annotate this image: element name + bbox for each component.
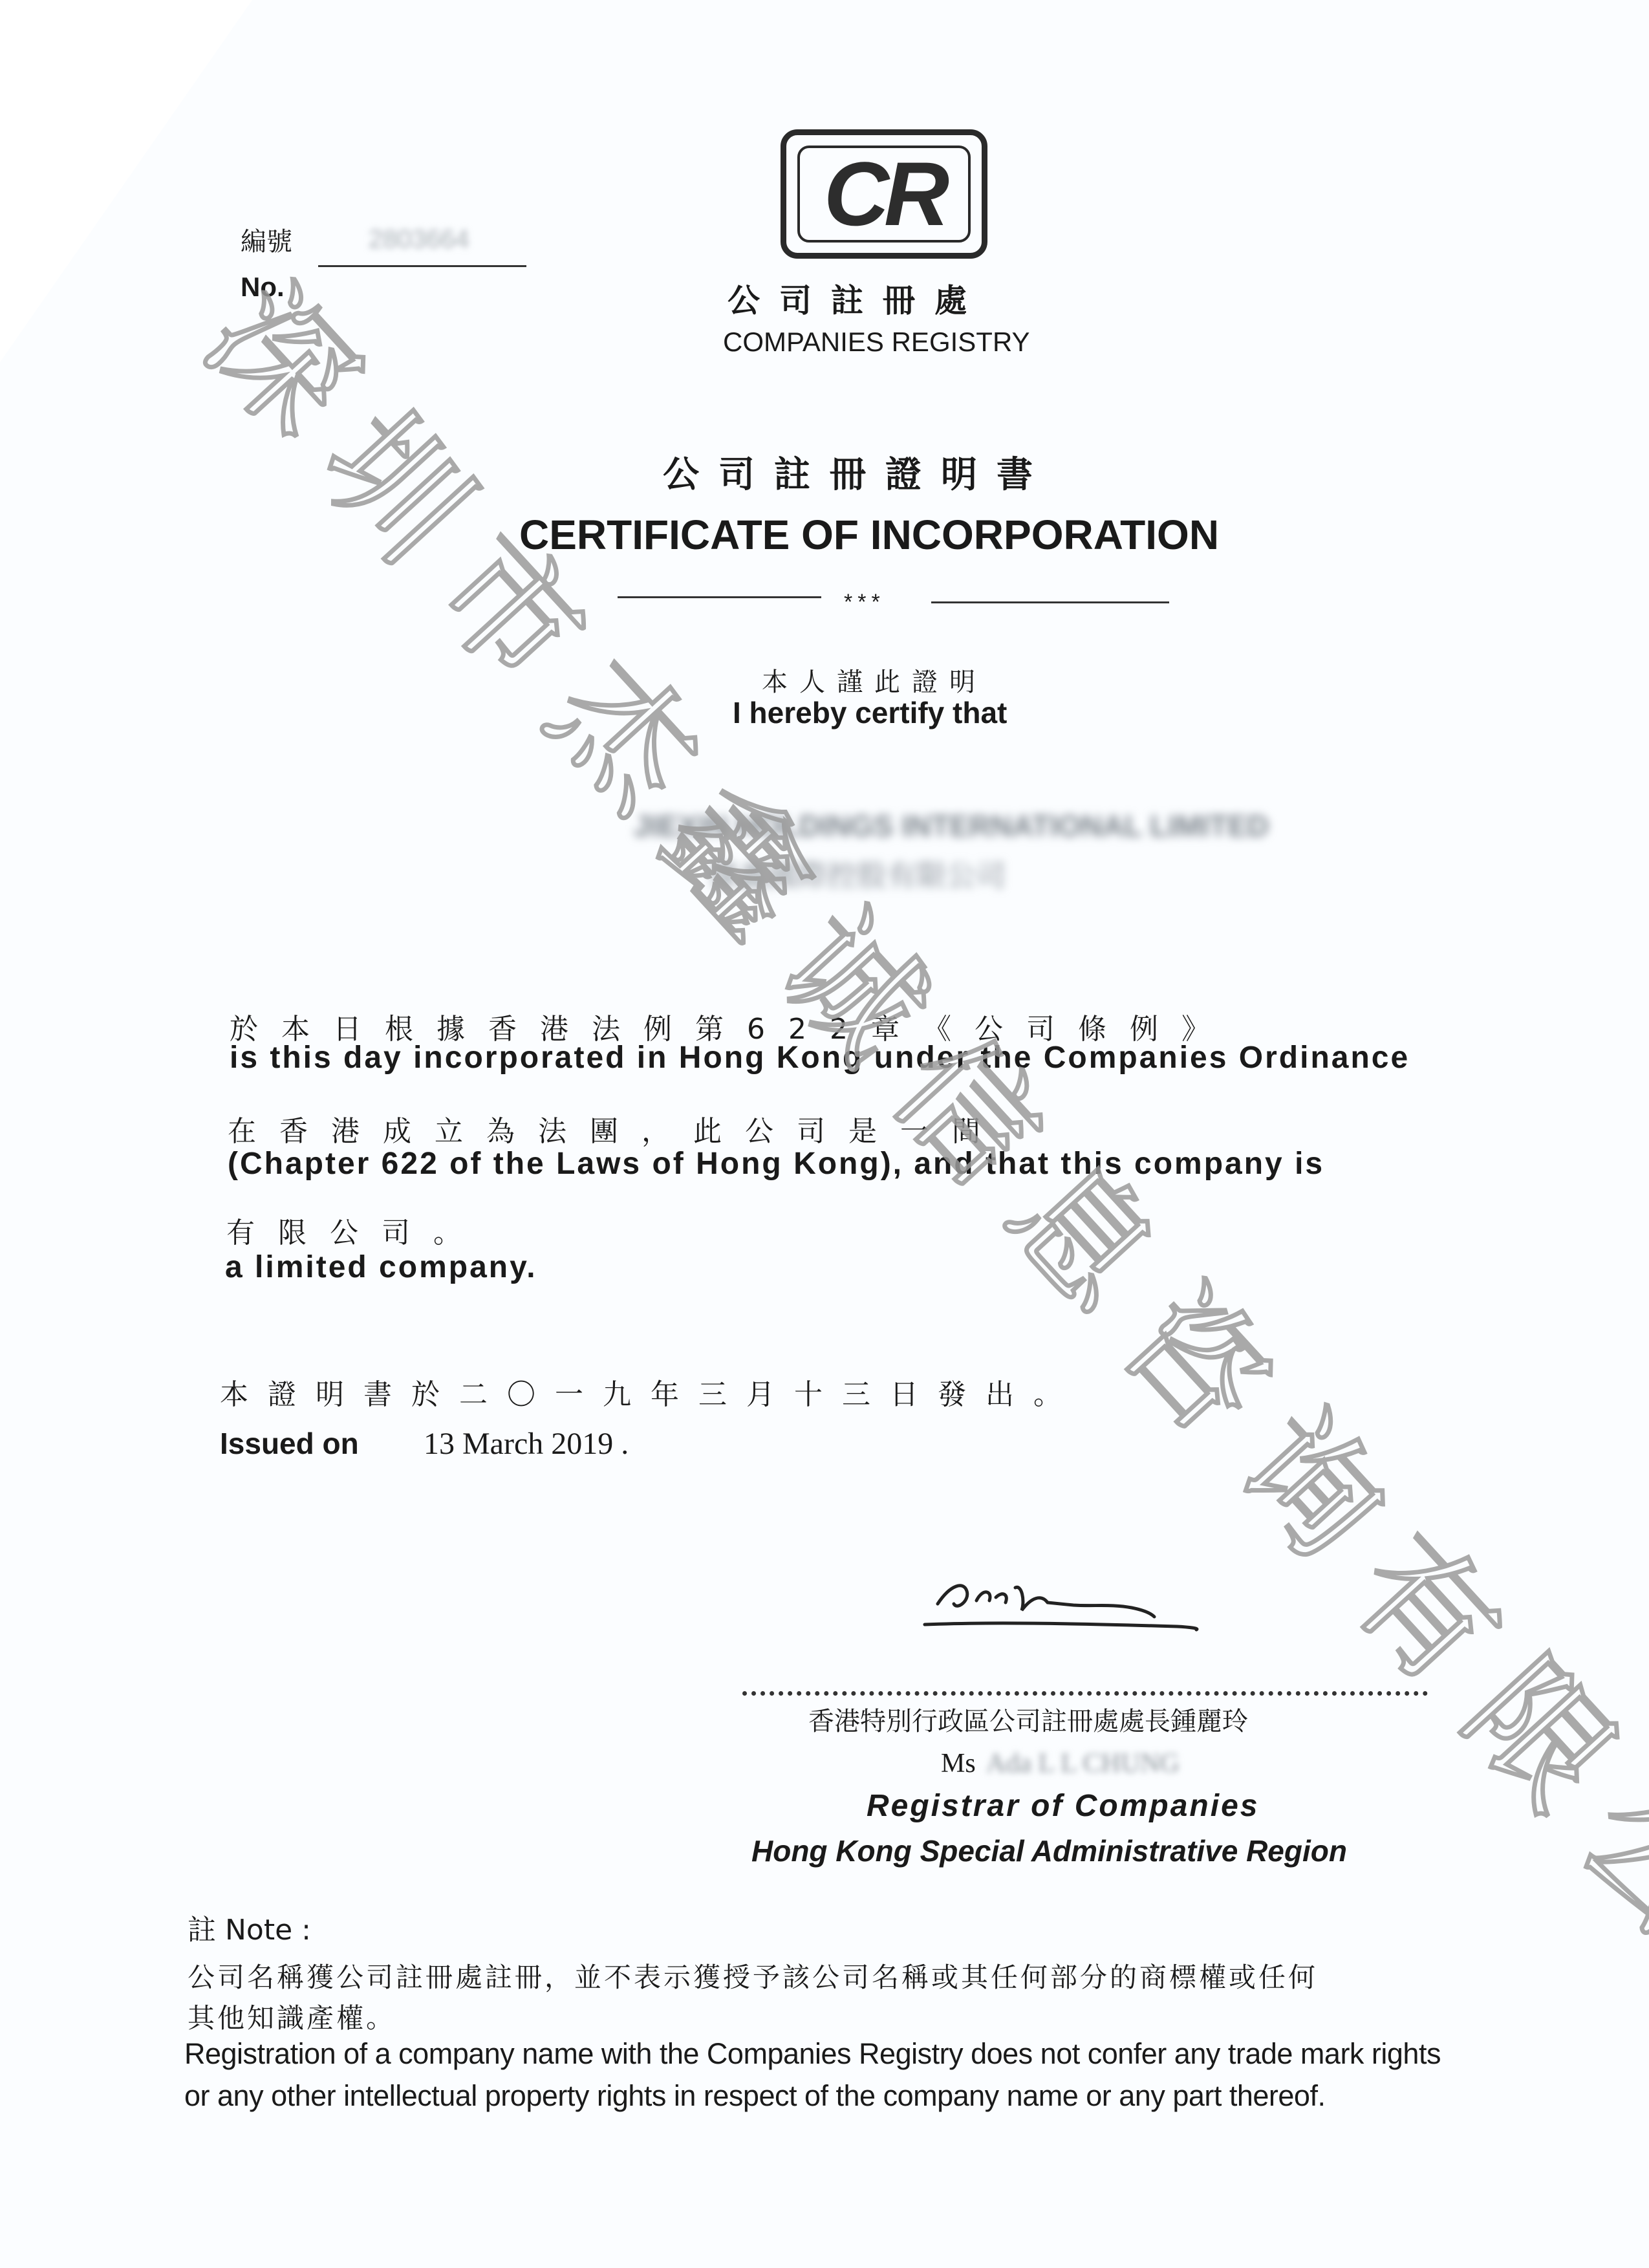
number-label-en: No. [241,272,285,302]
certificate-title-en: CERTIFICATE OF INCORPORATION [519,512,1220,558]
certificate-title-zh: 公司註冊證明書 [663,454,1052,496]
body-line-en-1: is this day incorporated in Hong Kong under the Companies Ordinance [230,1041,1410,1075]
registrar-prefix: Ms [941,1749,976,1778]
registrar-title-en: Registrar of Companies [867,1789,1260,1823]
registry-name-en: COMPANIES REGISTRY [723,327,1030,357]
cr-logo-text: CR [797,146,971,243]
number-underline [318,265,526,267]
registrar-signature [918,1565,1203,1649]
body-line-zh-3: 有限公司。 [226,1216,485,1249]
body-line-en-2: (Chapter 622 of the Laws of Hong Kong), and that this company is [228,1147,1325,1181]
cr-logo [781,129,987,259]
registrar-name-redacted: Ada L L CHUNG [986,1749,1180,1778]
separator-stars: *** [844,590,885,614]
number-value-redacted: 2803664 [369,225,469,254]
body-line-zh-1: 於本日根據香港法例第622章《公司條例》 [230,1013,1233,1046]
note-text-en-2: or any other intellectual property rights in respect of the company name or any part thereof. [184,2079,1326,2112]
note-text-en-1: Registration of a company name with the Companies Registry does not confer any trade mark rights [184,2037,1441,2070]
issued-label-en: Issued on [220,1427,359,1460]
company-name-en-redacted: JIEXIN HOLDINGS INTERNATIONAL LIMITED [634,809,1269,843]
issued-text-zh: 本證明書於二〇一九年三月十三日發出。 [220,1378,1081,1411]
certify-text-zh: 本人謹此證明 [762,667,987,697]
separator-rule-left [618,596,821,598]
registrar-title-zh: 香港特別行政區公司註冊處處長鍾麗玲 [808,1707,1248,1736]
signature-dotted-line [742,1691,1428,1696]
company-name-zh-redacted: 傑鑫國際控股有限公司 [708,858,1006,893]
number-label-zh: 編號 [241,227,292,257]
note-label: 註 Note : [188,1914,311,1947]
separator-rule-right [931,601,1169,603]
note-text-zh-1: 公司名稱獲公司註冊處註冊，並不表示獲授予該公司名稱或其任何部分的商標權或任何 [188,1961,1319,1993]
registrar-region-en: Hong Kong Special Administrative Region [751,1834,1347,1868]
body-line-en-3: a limited company. [225,1250,537,1284]
body-line-zh-2: 在香港成立為法團，此公司是一間 [228,1115,1004,1148]
certify-text-en: I hereby certify that [733,696,1008,729]
issued-date-en: 13 March 2019 . [424,1427,629,1461]
note-text-zh-2: 其他知識產權。 [188,2002,396,2034]
registry-name-zh: 公司註冊處 [727,282,986,319]
torn-corner [0,0,252,362]
